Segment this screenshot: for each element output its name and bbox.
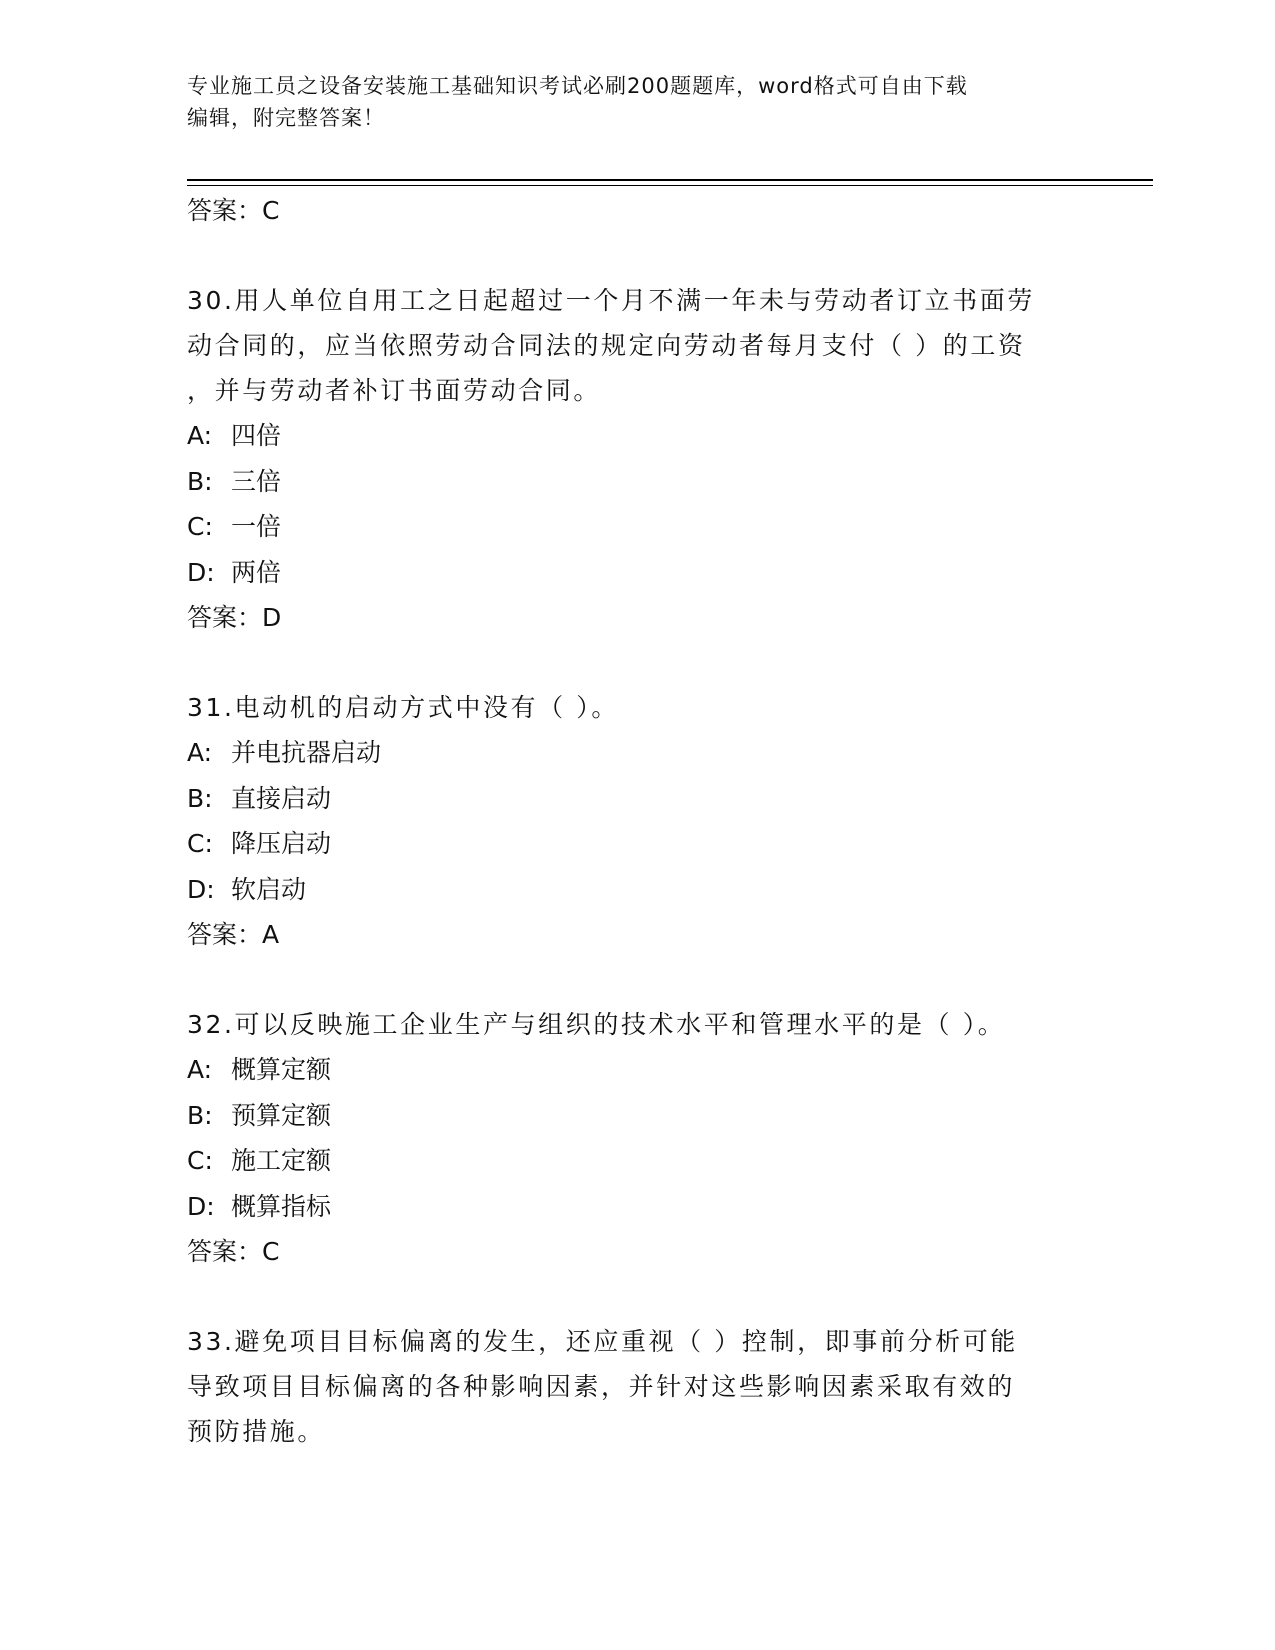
option-b bbox=[187, 1093, 1087, 1139]
question-list bbox=[187, 188, 1087, 1454]
document-header bbox=[187, 70, 1087, 134]
question-stem-line: 30.用人单位自用工之日起超过一个月不满一年未与劳动者订立书面劳 bbox=[187, 286, 1035, 315]
option-text: 概算定额 bbox=[231, 1055, 332, 1084]
question-stem bbox=[187, 278, 1087, 413]
option-key: D: bbox=[187, 557, 215, 587]
answer-line: 答案：C bbox=[187, 196, 280, 225]
option-key: A: bbox=[187, 421, 213, 450]
option-d bbox=[187, 867, 1087, 913]
question-item bbox=[187, 1319, 1087, 1454]
option-c bbox=[187, 504, 1087, 550]
option-key: A: bbox=[187, 1055, 213, 1084]
option-text: 施工定额 bbox=[231, 1146, 332, 1175]
option-text: 概算指标 bbox=[231, 1191, 332, 1221]
option-a bbox=[187, 1047, 1087, 1093]
question-stem bbox=[187, 1002, 1087, 1047]
header-rule-thick bbox=[187, 179, 1153, 181]
option-a bbox=[187, 413, 1087, 459]
option-key: A: bbox=[187, 738, 213, 767]
option-b bbox=[187, 459, 1087, 505]
option-key: D: bbox=[187, 874, 215, 904]
option-text: 直接启动 bbox=[231, 783, 332, 813]
option-text: 软启动 bbox=[231, 874, 307, 904]
option-key: C: bbox=[187, 829, 213, 858]
header-rule-thin bbox=[187, 185, 1153, 186]
question-stem-line: 预防措施。 bbox=[187, 1417, 326, 1446]
option-text: 预算定额 bbox=[231, 1100, 332, 1130]
header-line-2: 编辑，附完整答案！ bbox=[187, 106, 385, 130]
question-stem-line: 导致项目目标偏离的各种影响因素，并针对这些影响因素采取有效的 bbox=[187, 1372, 1016, 1401]
answer-line: 答案：C bbox=[187, 1237, 280, 1266]
option-key: C: bbox=[187, 1146, 213, 1175]
option-key: D: bbox=[187, 1191, 215, 1221]
option-c bbox=[187, 1138, 1087, 1184]
option-text: 三倍 bbox=[231, 466, 282, 496]
option-key: B: bbox=[187, 1100, 213, 1130]
question-item bbox=[187, 1002, 1087, 1275]
option-b bbox=[187, 776, 1087, 822]
question-stem-line: 33.避免项目目标偏离的发生，还应重视（ ）控制，即事前分析可能 bbox=[187, 1327, 1018, 1356]
option-text: 并电抗器启动 bbox=[231, 738, 382, 767]
question-stem-line: 31.电动机的启动方式中没有（ ）。 bbox=[187, 693, 620, 722]
option-a bbox=[187, 730, 1087, 776]
option-key: B: bbox=[187, 466, 213, 496]
question-stem bbox=[187, 685, 1087, 730]
question-stem-line: 32.可以反映施工企业生产与组织的技术水平和管理水平的是（ ）。 bbox=[187, 1010, 1006, 1039]
option-key: B: bbox=[187, 783, 213, 813]
option-text: 四倍 bbox=[231, 421, 282, 450]
answer-line: 答案：A bbox=[187, 920, 280, 949]
option-text: 两倍 bbox=[231, 557, 282, 587]
option-d bbox=[187, 1184, 1087, 1230]
option-text: 一倍 bbox=[231, 512, 282, 541]
question-item bbox=[187, 685, 1087, 958]
header-line-1: 专业施工员之设备安装施工基础知识考试必刷200题题库，word格式可自由下载 bbox=[187, 74, 968, 98]
option-c bbox=[187, 821, 1087, 867]
option-text: 降压启动 bbox=[231, 829, 332, 858]
question-item bbox=[187, 278, 1087, 641]
question-stem bbox=[187, 1319, 1087, 1454]
question-stem-line: 动合同的，应当依照劳动合同法的规定向劳动者每月支付（ ）的工资 bbox=[187, 331, 1026, 360]
question-stem-line: ，并与劳动者补订书面劳动合同。 bbox=[187, 376, 602, 405]
option-key: C: bbox=[187, 512, 213, 541]
option-d bbox=[187, 550, 1087, 596]
answer-line: 答案：D bbox=[187, 603, 282, 632]
